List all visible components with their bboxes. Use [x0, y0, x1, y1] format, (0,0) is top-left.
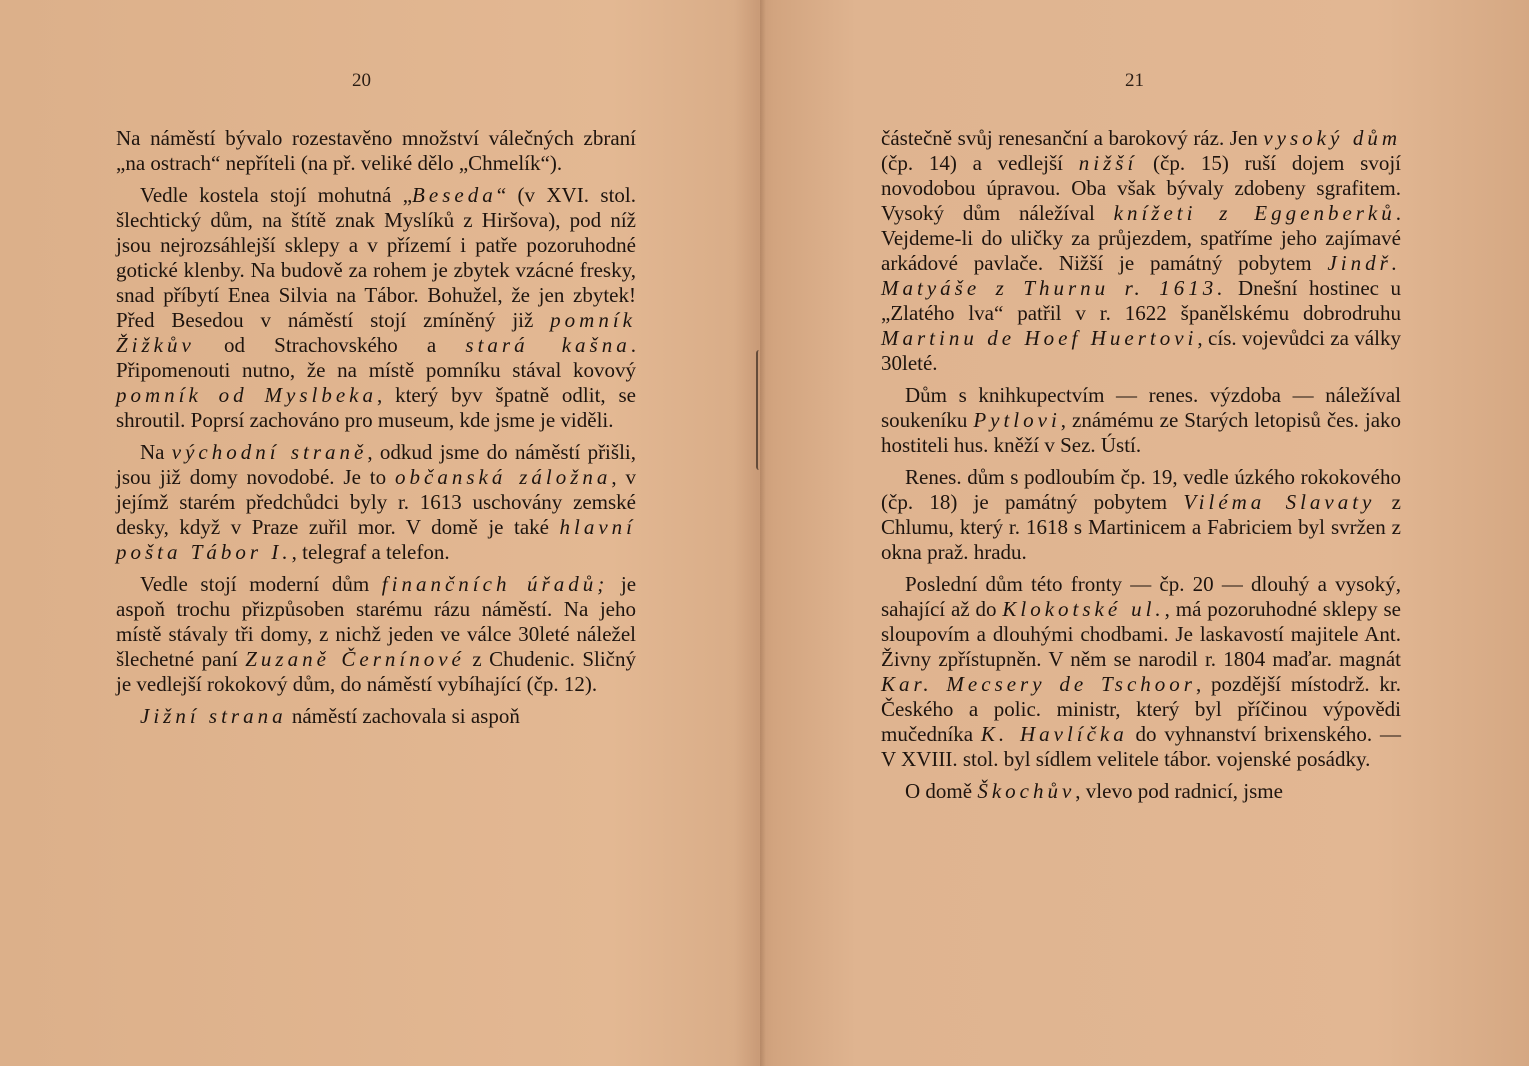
text-run: je aspoň trochu přizpůsoben starému rázu náměstí. Na jeho místě stávaly tři domy, z nichž jeden ve válce 30leté náležel šlechetné paní: [116, 572, 637, 671]
emphasized-text: Pytlovi: [973, 408, 1061, 432]
left-page: [0, 0, 760, 1066]
emphasized-text: finančních úřadů;: [381, 572, 609, 596]
text-run: Dům s knihkupectvím — renes. výzdoba — náležíval soukeníku: [881, 383, 1401, 432]
emphasized-text: Beseda: [412, 183, 497, 207]
text-run: , má pozoruhodné sklepy se sloupovím a dlouhými chodbami. Je laskavostí majitele Ant. Živny zpřístupněn. V něm se narodil r. 1804 maďar. magnát: [881, 597, 1401, 671]
paragraph: [881, 779, 1401, 804]
emphasized-text: Jindř. Matyáše z Thurnu r. 1613.: [881, 251, 1401, 300]
text-run: , pozdější místodrž. kr. Českého a polic. ministr, který byl příčinou výpovědi mučedníka: [881, 672, 1401, 746]
text-run: od Strachovského a: [194, 333, 466, 357]
emphasized-text: východní straně: [171, 440, 368, 464]
paragraph: [881, 572, 1401, 772]
emphasized-text: pomník od Myslbeka: [116, 383, 377, 407]
text-run: z Chlumu, který r. 1618 s Martinicem a Fabriciem byl svržen z okna praž. hradu.: [881, 490, 1401, 564]
text-run: . Vejdeme-li do uličky za průjezdem, spatříme jeho zajímavé arkádové pavlače. Nižší je památný pobytem: [881, 201, 1402, 275]
text-run: , odkud jsme do náměstí přišli, jsou již domy novodobé. Je to: [116, 440, 636, 489]
text-run: , telegraf a telefon.: [291, 540, 450, 564]
emphasized-text: pomník Žižkův: [116, 308, 636, 357]
text-run: do vyhnanství brixenského. — V XVIII. stol. byl sídlem velitele tábor. vojenské posádky.: [881, 722, 1401, 771]
paragraph: [881, 383, 1401, 458]
text-run: , známému ze Starých letopisů čes. jako hostiteli hus. kněží v Sez. Ústí.: [881, 408, 1402, 457]
paragraph: [116, 440, 636, 565]
page-text: [116, 126, 636, 736]
text-run: . Připomenouti nutno, že na místě pomníku stával kovový: [116, 333, 636, 382]
emphasized-text: občanská záložna: [395, 465, 612, 489]
text-run: , cís. vojevůdci za války 30leté.: [881, 326, 1402, 375]
emphasized-text: Klokotské ul.: [1002, 597, 1165, 621]
text-run: náměstí zachovala si aspoň: [286, 704, 520, 728]
emphasized-text: nižší: [1078, 151, 1138, 175]
emphasized-text: Zuzaně Černínové: [245, 647, 465, 671]
text-run: Dnešní hostinec u „Zlatého lva“ patřil v r. 1622 španělskému dobrodruhu: [881, 276, 1401, 325]
paragraph: [116, 704, 636, 729]
text-run: “ (v XVI. stol. šlechtický dům, na štítě znak Myslíků z Hiršova), pod níž jsou nejrozsáhlejší sklepy a v přízemí i patře pozoruhodné gotické klenby. Na budově za rohem je zbytek vzácné fresky, snad příbytí Enea Silvia na Tábor. Bohužel, že jen zbytek! Před Besedou v náměstí stojí zmíněný již: [116, 183, 636, 332]
emphasized-text: knížeti z Eggenberků: [1113, 201, 1396, 225]
text-run: z Chudenic. Sličný je vedlejší rokokový dům, do náměstí vybíhající (čp. 12).: [116, 647, 636, 696]
text-run: Poslední dům této fronty — čp. 20 — dlouhý a vysoký, sahající až do: [881, 572, 1401, 621]
page-text: [881, 126, 1401, 811]
emphasized-text: Škochův: [977, 779, 1076, 803]
emphasized-text: hlavní pošta Tábor I.: [116, 515, 636, 564]
text-run: Vedle stojí moderní dům: [140, 572, 382, 596]
paragraph: [116, 572, 636, 697]
gutter-crease: [760, 0, 766, 1066]
paragraph: [881, 126, 1401, 376]
emphasized-text: vysoký dům: [1263, 126, 1401, 150]
text-run: , vlevo pod radnicí, jsme: [1075, 779, 1283, 803]
emphasized-text: Kar. Mecsery de Tschoor: [881, 672, 1196, 696]
text-run: Renes. dům s podloubím čp. 19, vedle úzkého rokokového (čp. 18) je památný pobytem: [881, 465, 1401, 514]
paragraph: [116, 126, 636, 176]
text-run: částečně svůj renesanční a barokový ráz. Jen: [881, 126, 1264, 150]
paragraph: [881, 465, 1401, 565]
text-run: (čp. 15) ruší dojem svojí novodobou úpravou. Oba však bývaly zdobeny sgrafitem. Vysoký dům náležíval: [881, 151, 1401, 225]
text-run: (čp. 14) a vedlejší: [881, 151, 1079, 175]
paragraph: [116, 183, 636, 433]
right-page: [768, 0, 1529, 1066]
text-run: , který byv špatně odlit, se shroutil. Poprsí zachováno pro museum, kde jsme je viděli.: [116, 383, 636, 432]
page-number: 20: [352, 70, 371, 91]
text-run: , v jejímž starém předchůdci byly r. 1613 uschovány zemské desky, když v Praze zuřil mor. V domě je také: [116, 465, 637, 539]
emphasized-text: Jižní strana: [140, 704, 287, 728]
page-number: 21: [1125, 70, 1144, 91]
emphasized-text: Viléma Slavaty: [1183, 490, 1376, 514]
text-run: Na: [140, 440, 172, 464]
text-run: Na náměstí bývalo rozestavěno množství válečných zbraní „na ostrach“ nepříteli (na př. veliké dělo „Chmelík“).: [116, 126, 636, 175]
emphasized-text: stará kašna: [465, 333, 631, 357]
emphasized-text: Martinu de Hoef Huertovi: [881, 326, 1198, 350]
text-run: O domě: [905, 779, 978, 803]
emphasized-text: K. Havlíčka: [980, 722, 1128, 746]
text-run: Vedle kostela stojí mohutná „: [140, 183, 413, 207]
